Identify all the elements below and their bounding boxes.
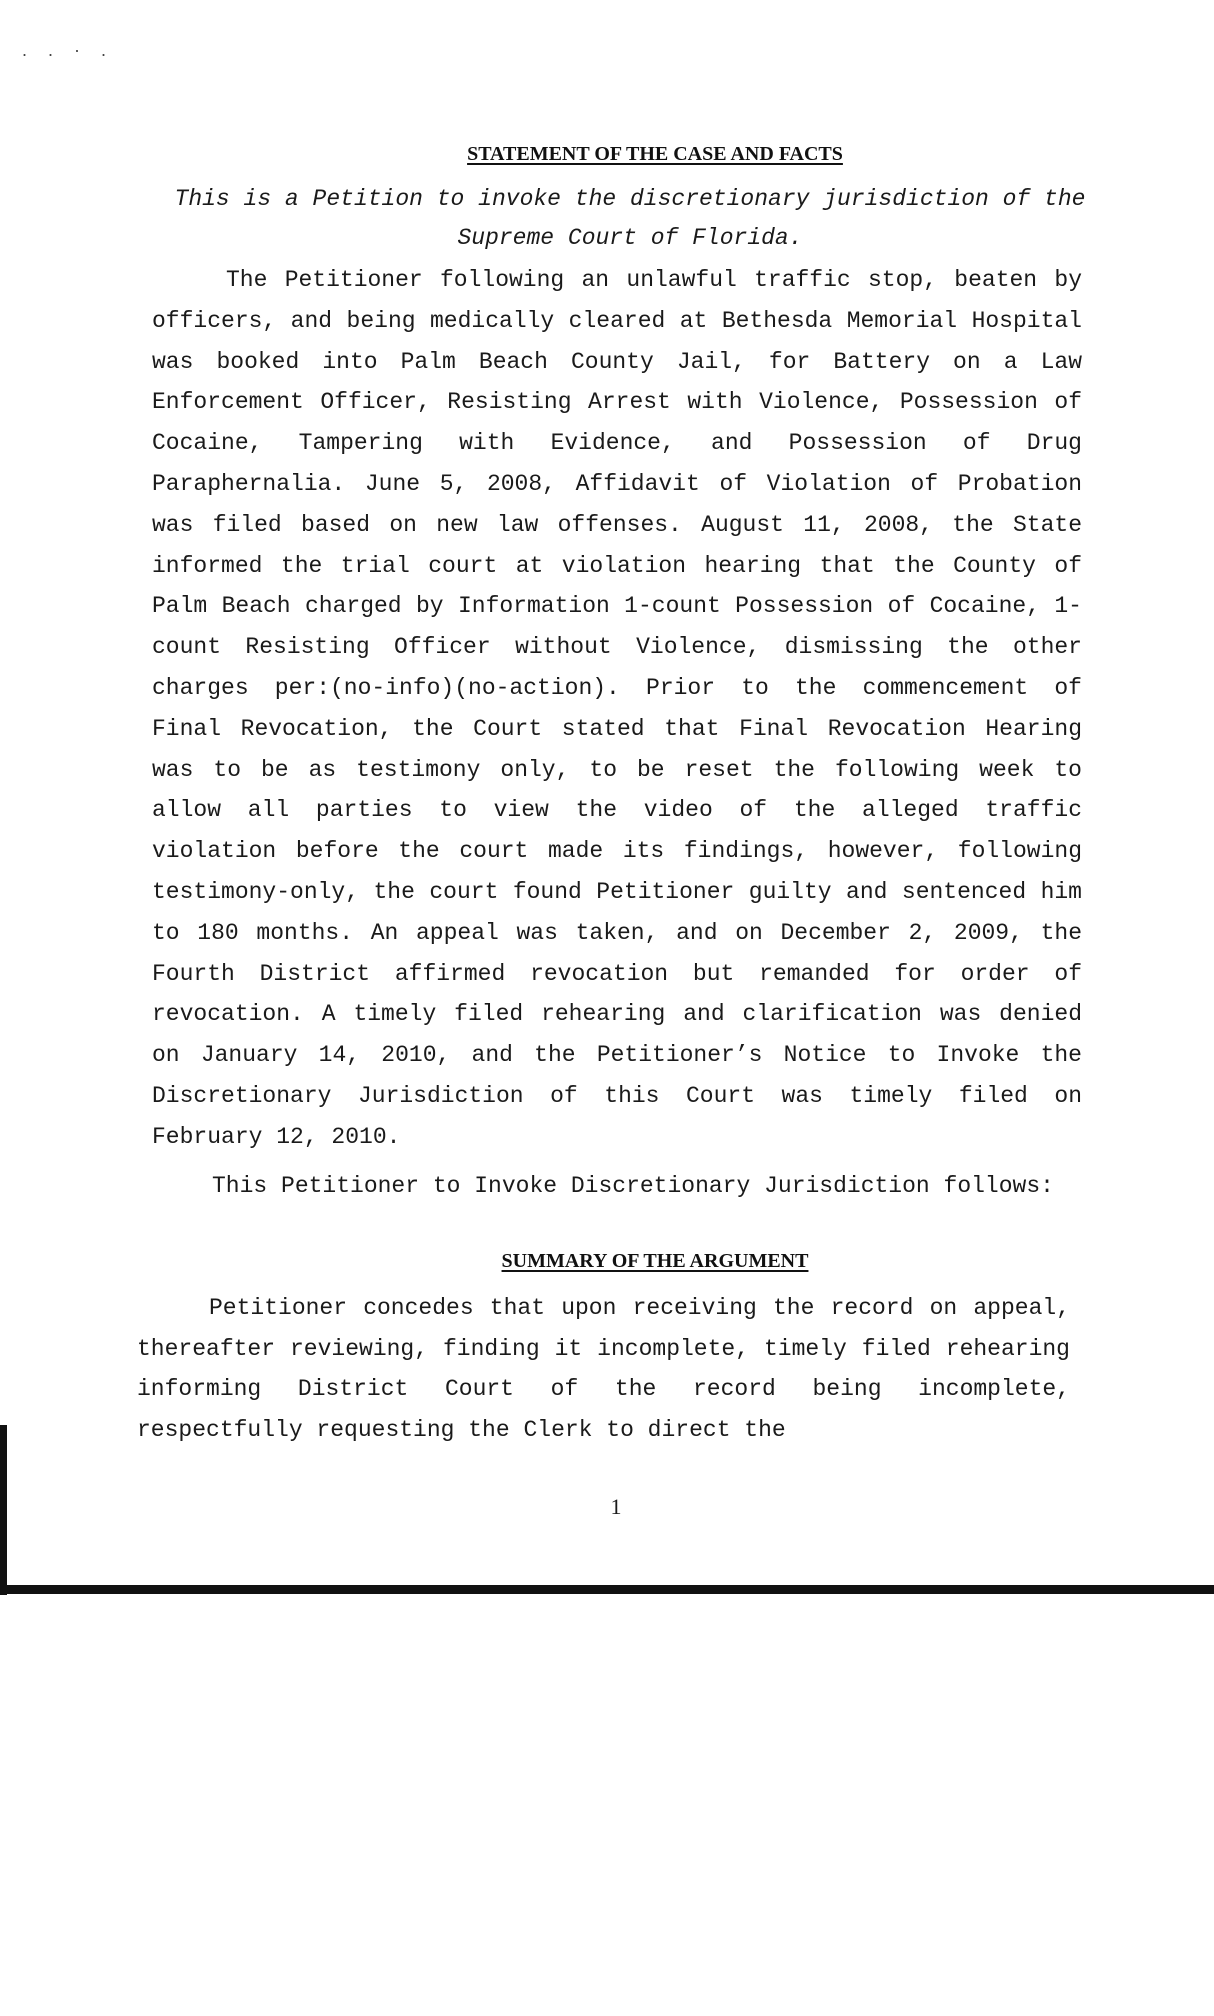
scan-left-edge xyxy=(0,1425,7,1595)
intro-line: This is a Petition to invoke the discretionary jurisdiction of the Supreme Court of Florida. xyxy=(174,186,1086,251)
summary-heading: SUMMARY OF THE ARGUMENT xyxy=(501,1250,809,1272)
summary-paragraph: Petitioner concedes that upon receiving the record on appeal, thereafter reviewing, finding it incomplete, timely filed rehearing informing District Court of the record being incomplete, respectfully requesting the Clerk to direct the xyxy=(137,1295,1070,1443)
scan-bottom-edge xyxy=(0,1585,1214,1594)
statement-heading: STATEMENT OF THE CASE AND FACTS xyxy=(467,143,843,165)
facts-paragraph: The Petitioner following an unlawful traffic stop, beaten by officers, and being medically cleared at Bethesda Memorial Hospital was booked into Palm Beach County Jail, for Battery on a Law Enforcement Officer, Resisting Arrest with Violence, Possession of Cocaine, Tampering with Evidence, and Possession of Drug Paraphernalia. June 5, 2008, Affidavit of Violation of Probation was filed based on new law offenses. August 11, 2008, the State informed the trial court at violation hearing that the County of Palm Beach charged by Information 1-count Possession of Cocaine, 1-count Resisting Officer without Violence, dismissing the other charges per:(no-info)(no-action). Prior to the commencement of Final Revocation, the Court stated that Final Revocation Hearing was to be as testimony only, to be reset the following week to allow all parties to view the video of the alleged traffic violation before the court made its findings, however, following testimony-only, the court found Petitioner guilty and sentenced him to 180 months. An appeal was taken, and on December 2, 2009, the Fourth District affirmed revocation but remanded for order of revocation. A timely filed rehearing and clarification was denied on January 14, 2010, and the Petitioner’s Notice to Invoke the Discretionary Jurisdiction of this Court was timely filed on February 12, 2010. xyxy=(152,267,1082,1150)
scan-corner-marks: . . · . xyxy=(22,40,114,60)
petition-follows-paragraph: This Petitioner to Invoke Discretionary Jurisdiction follows: xyxy=(212,1173,1054,1199)
page-number: 1 xyxy=(610,1494,622,1519)
